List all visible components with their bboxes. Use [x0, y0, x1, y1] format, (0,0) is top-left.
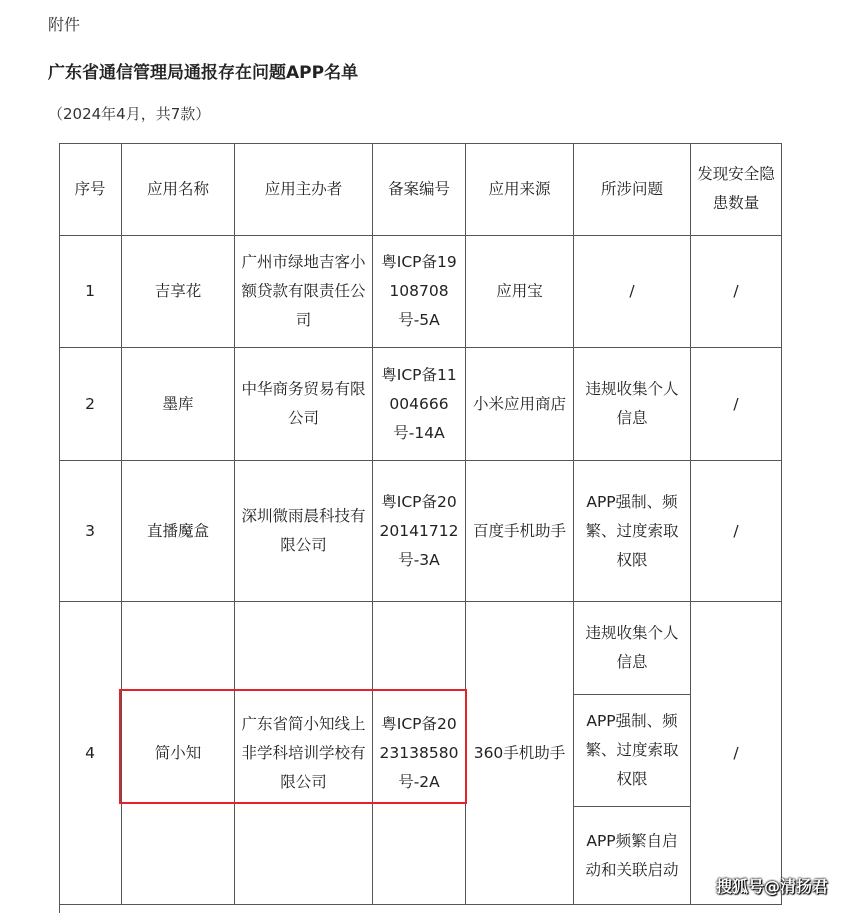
table-row-2-no: 2: [59, 348, 122, 461]
watermark-text: 搜狐号@清扬君: [715, 877, 828, 896]
table-row-4-count: /: [691, 602, 782, 905]
table-row-2-count: /: [691, 348, 782, 461]
table-row-3-owner: 深圳微雨晨科技有限公司: [235, 461, 373, 602]
table-row-2-source: 小米应用商店: [466, 348, 574, 461]
table-row-1-count: /: [691, 236, 782, 348]
table-row-2-app: 墨库: [122, 348, 235, 461]
header-cell-app: 应用名称: [122, 143, 235, 236]
table-row-3-no: 3: [59, 461, 122, 602]
table-row-4-source: 360手机助手: [466, 602, 574, 905]
table-row-3-app: 直播魔盒: [122, 461, 235, 602]
attachment-label: 附件: [48, 15, 81, 34]
table-row-4-owner: 广东省简小知线上非学科培训学校有限公司: [235, 602, 373, 905]
header-cell-count: 发现安全隐患数量: [691, 143, 782, 236]
header-cell-issues: 所涉问题: [574, 143, 691, 236]
table-row-1-issues: /: [574, 236, 691, 348]
header-cell-source: 应用来源: [466, 143, 574, 236]
table-row-2-issues: 违规收集个人信息: [574, 348, 691, 461]
table-row-3-count: /: [691, 461, 782, 602]
table-row-4-issue-2: APP强制、频繁、过度索取权限: [574, 695, 691, 807]
table-row-4-issue-3: APP频繁自启动和关联启动: [574, 807, 691, 905]
document-title: 广东省通信管理局通报存在问题APP名单: [48, 63, 359, 83]
table-row-1-icp: 粤ICP备19108708号-5A: [373, 236, 466, 348]
table-row-4-icp: 粤ICP备2023138580号-2A: [373, 602, 466, 905]
header-cell-icp: 备案编号: [373, 143, 466, 236]
header-cell-owner: 应用主办者: [235, 143, 373, 236]
table-row-2-icp: 粤ICP备11004666号-14A: [373, 348, 466, 461]
table-row-3-issues: APP强制、频繁、过度索取权限: [574, 461, 691, 602]
table-row-1-owner: 广州市绿地吉客小额贷款有限责任公司: [235, 236, 373, 348]
table-row-1-no: 1: [59, 236, 122, 348]
document-subtitle: （2024年4月，共7款）: [48, 105, 211, 123]
table-row-3-source: 百度手机助手: [466, 461, 574, 602]
header-cell-no: 序号: [59, 143, 122, 236]
table-row-1-app: 吉享花: [122, 236, 235, 348]
table-row-1-source: 应用宝: [466, 236, 574, 348]
table-row-3-icp: 粤ICP备2020141712号-3A: [373, 461, 466, 602]
table-row-4-issue-1: 违规收集个人信息: [574, 602, 691, 695]
table-row-2-owner: 中华商务贸易有限公司: [235, 348, 373, 461]
table-row-4-no: 4: [59, 602, 122, 905]
table-row-4-app: 简小知: [122, 602, 235, 905]
